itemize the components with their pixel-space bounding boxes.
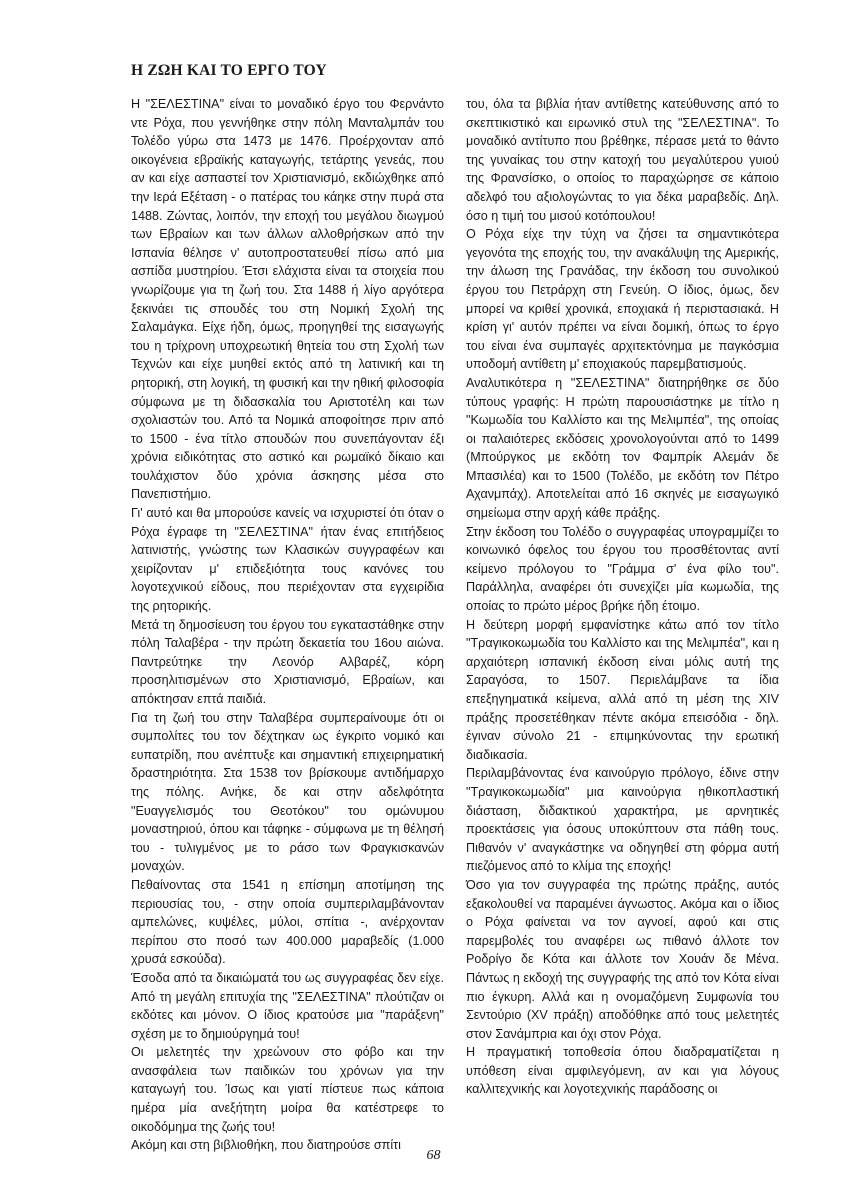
page-heading: Η ΖΩΗ ΚΑΙ ΤΟ ΕΡΓΟ ΤΟΥ [131, 62, 327, 79]
paragraph: Όσο για τον συγγραφέα της πρώτης πράξης, αυτός εξακολουθεί να παραμένει άγνωστος. Ακόμα και ο ίδιος ο Ρόχα φαίνεται να τον αγνοεί, αφού και στις παρεμβολές του αναφέρει ως πιθανό άλλοτε τον Ροδρίγο δε Κότα και άλλοτε τον Χουάν δε Μένα. Πάντως η εκδοχή της συγγραφής της από τον Κότα είναι πιο έγκυρη. Αλλά και η ονομαζόμενη Συμφωνία του Σεντούριο (XV πράξη) αποδόθηκε από τους μελετητές στον Σανάμπρια και όχι στον Ρόχα. [466, 877, 779, 1041]
page-number: 68 [426, 1148, 441, 1163]
paragraph: Έσοδα από τα δικαιώματά του ως συγγραφέας δεν είχε. Από τη μεγάλη επιτυχία της "ΣΕΛΕΣΤΙΝΑ" πλούτιζαν οι εκδότες και μόνον. Ο ίδιος κρατούσε μια "παράξενη" σχέση με το δημιούργημά του! [131, 970, 444, 1041]
right-column [466, 95, 779, 1099]
paragraph: Στην έκδοση του Τολέδο ο συγγραφέας υπογραμμίζει το κοινωνικό όφελος του έργου του προσθέτοντας αντί κείμενο πρόλογου το "Γράμμα σ' ένα φίλο του". Παράλληλα, αναφέρει ότι συνεχίζει μία κωμωδία, της οποίας το πρώτο μέρος βρήκε ήδη έτοιμο. [466, 524, 779, 614]
paragraph: Περιλαμβάνοντας ένα καινούργιο πρόλογο, έδινε στην "Τραγικοκωμωδία" μια καινούργια ηθικοπλαστική διάσταση, διδακτικού χαρακτήρα, με αρνητικές προεκτάσεις για όσους υποκύπτουν στα πάθη τους. Πιθανόν ν' αναγκάστηκε να οδηγηθεί στη φόρμα αυτή πιεζόμενος από το κλίμα της εποχής! [466, 766, 779, 874]
paragraph: Ο Ρόχα είχε την τύχη να ζήσει τα σημαντικότερα γεγονότα της εποχής του, την ανακάλυψη της Αμερικής, την άλωση της Γρανάδας, την έκδοση του συνολικού έργου του Πετράρχη στη Γενεύη. Ο ίδιος, όμως, δεν μπορεί να κριθεί χρονικά, εποχιακά ή περιστασιακά. Η κρίση γι' αυτόν πρέπει να είναι δομική, όπως το έργο του είναι ένα συμπαγές αρχιτεκτόνημα με παγκόσμια υποδομή αντίθετη μ' εποχιακούς παρεμβατισμούς. [466, 227, 779, 372]
paragraph: Μετά τη δημοσίευση του έργου του εγκαταστάθηκε στην πόλη Ταλαβέρα - την πρώτη δεκαετία του 16ου αιώνα. Παντρεύτηκε την Λεονόρ Αλβαρέζ, κόρη προσηλιτισμένων στο Χριστιανισμό, Εβραίων, και απόκτησαν επτά παιδιά. [131, 617, 444, 706]
paragraph: του, όλα τα βιβλία ήταν αντίθετης κατεύθυνσης από το σκεπτικιστικό και ειρωνικό στυλ της "ΣΕΛΕΣΤΙΝΑ". Το μοναδικό αντίτυπο που βρέθηκε, πέρασε μετά το θάντο της γυναίκας του στην κατοχή του μεγαλύτερου γυιού της Φρανσίσκο, ο οποίος το παραχώρησε σε κάποιο αδελφό του αξιολογώντας το για δέκα μαραβεδίς. Δηλ. όσο η τιμή του μισού κοτόπουλου! [466, 97, 779, 223]
paragraph: Πεθαίνοντας στα 1541 η επίσημη αποτίμηση της περιουσίας του, - στην οποία συμπεριλαμβάνονταν αμπελώνες, κυψέλες, μύλοι, σπίτια -, ανέρχονταν περίπου στο ποσό των 400.000 μαραβεδίς (1.000 χρυσά εσκούδα). [131, 877, 444, 967]
paragraph: Η "ΣΕΛΕΣΤΙΝΑ" είναι το μοναδικό έργο του Φερνάντο ντε Ρόχα, που γεννήθηκε στην πόλη Μανταλμπάν του Τολέδο γύρω στα 1473 με 1476. Προέρχονταν από οικογένεια εβραϊκής καταγωγής, τετάρτης γενεάς, που αν και είχε ασπαστεί τον Χριστιανισμό, εκδιώχθηκε από την Ιερά Εξέταση - ο πατέρας του κάηκε στην πυρά στα 1488. Ζώντας, λοιπόν, την εποχή του μεγάλου διωγμού των Εβραίων και των άλλων αλλοθρήσκων από την Ισπανία θέλησε ν' αυτοπροστατευθεί πίσω από μια ασπίδα μυστηρίου. Έτσι ελάχιστα είναι τα στοιχεία που γνωρίζουμε για τη ζωή του. Στα 1488 ή λίγο αργότερα ξεκινάει τις σπουδές του στη Νομική Σχολή της Σαλαμάγκα. Είχε ήδη, όμως, προηγηθεί της εισαγωγής του η τρίχρονη υποχρεωτική θητεία του στη Σχολή των Τεχνών και είχε μυηθεί εκτός από τη λατινική και τη ρητορική, στη λογική, τη φυσική και την ηθική φιλοσοφία σύμφωνα με τη διδασκαλία του Αριστοτέλη και των σχολιαστών του. Από τα Νομικά αποφοίτησε πριν από το 1500 - ένα τίτλο σπουδών που συνεπάγονταν έξι χρόνια ειδικότητας στο αστικό και ρωμαϊκό δίκαιο και τουλάχιστον δύο χρόνια άσκησης μέσα στο Πανεπιστήμιο. [131, 97, 444, 502]
left-column [131, 95, 444, 1155]
paragraph: Για τη ζωή του στην Ταλαβέρα συμπεραίνουμε ότι οι συμπολίτες του τον δέχτηκαν ως έγκριτο νομικό και ευπατρίδη, που ανέπτυξε και σημαντική επιχειρηματική δραστηριότητα. Στα 1538 τον βρίσκουμε αντιδήμαρχο της πόλης. Ανήκε, δε και στην αδελφότητα "Ευαγγελισμός του Θεοτόκου" του ομώνυμου μοναστηριού, όπου και τάφηκε - σύμφωνα με τη θέλησή του - τυλιγμένος με το ράσο των Φραγκισκανών μοναχών. [131, 710, 444, 874]
paragraph: Γι' αυτό και θα μπορούσε κανείς να ισχυριστεί ότι όταν ο Ρόχα έγραφε τη "ΣΕΛΕΣΤΙΝΑ" ήταν ένας επιτήδειος λατινιστής, γνώστης των Κλασικών συγγραφέων και χειρίζονταν μ' επιδεξιότητα τους κανόνες του λογοτεχνικού είδους, που περιέχονταν στα εγχειρίδια της ρητορικής. [131, 506, 444, 614]
paragraph: Η δεύτερη μορφή εμφανίστηκε κάτω από τον τίτλο "Τραγικοκωμωδία του Καλλίστο και της Μελιμπέα", και η αρχαιότερη ισπανική έκδοση είναι μόλις αυτή της Σαραγόσα, το 1507. Περιελάμβανε τα ίδια επεξηγηματικά κείμενα, αλλά από τη μέση της XIV πράξης προσετέθηκαν πέντε ακόμα επεισόδια - δηλ. έγιναν σύνολο 21 - επιμηκύνοντας την ερωτική διαδικασία. [466, 617, 779, 762]
paragraph: Αναλυτικότερα η "ΣΕΛΕΣΤΙΝΑ" διατηρήθηκε σε δύο τύπους γραφής: Η πρώτη παρουσιάστηκε με τίτλο η "Κωμωδία του Καλλίστο και της Μελιμπέα", της οποίας οι παλαιότερες εκδόσεις χρονολογούνται από το 1499 (Μπούργκος με εκδότη τον Φαμπρίκ Αλεμάν δε Μπασιλέα) και το 1500 (Τολέδο, με εκδότη τον Πέτρο Αχανμπάχ). Αποτελείται από 16 σκηνές με εισαγωγικό σημείωμα στην αρχή κάθε πράξης. [466, 375, 779, 521]
paragraph: Ακόμη και στη βιβλιοθήκη, που διατηρούσε σπίτι [131, 1138, 401, 1153]
paragraph: Οι μελετητές την χρεώνουν στο φόβο και την ανασφάλεια των παιδικών του χρόνων για την καταγωγή του. Ίσως και γιατί πίστευε πως κάποια ημέρα μία ανεξήτητη μοίρα θα κατέστρεφε το οικοδόμημα της ζωής του! [131, 1045, 444, 1134]
paragraph: Η πραγματική τοποθεσία όπου διαδραματίζεται η υπόθεση είναι αμφιλεγόμενη, αν και για λόγους καλλιτεχνικής και λογοτεχνικής παράδοσης οι [466, 1045, 779, 1097]
